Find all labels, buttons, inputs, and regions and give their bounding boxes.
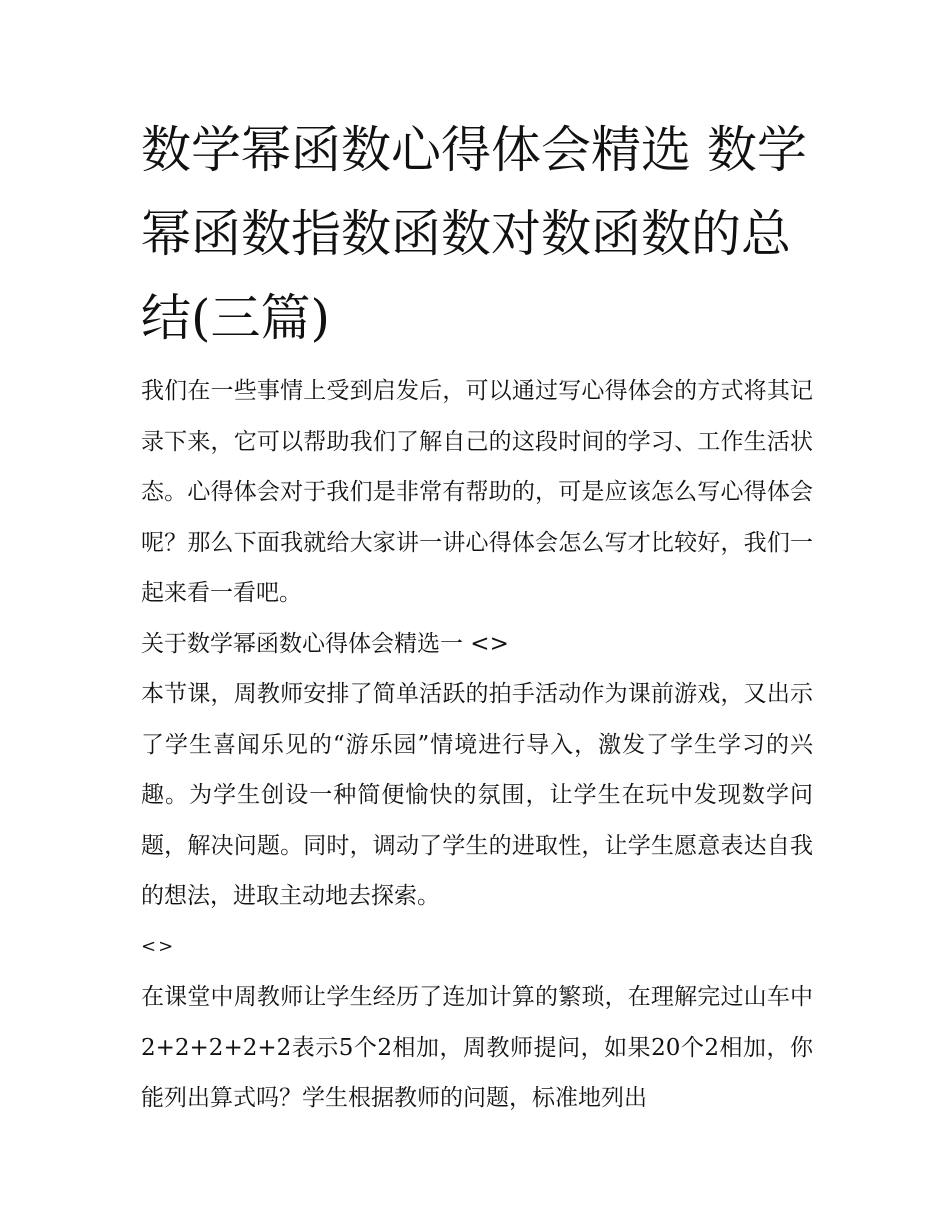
document-title: 数学幂函数心得体会精选 数学幂函数指数函数对数函数的总结(三篇): [141, 121, 807, 347]
body-paragraph-2: 在课堂中周教师让学生经历了连加计算的繁琐，在理解完过山车中2+2+2+2+2表示5个2相加，周教师提问，如果20个2相加，你能列出算式吗？学生根据教师的问题，标准地列出: [141, 984, 813, 1111]
document-page: [141, 108, 813, 1124]
intro-paragraph: 我们在一些事情上受到启发后，可以通过写心得体会的方式将其记录下来，它可以帮助我们了解自己的这段时间的学习、工作生活状态。心得体会对于我们是非常有帮助的，可是应该怎么写心得体会呢？那么下面我就给大家讲一讲心得体会怎么写才比较好，我们一起来看一看吧。: [141, 378, 813, 606]
placeholder-marker: <>: [141, 935, 176, 957]
section-heading: 关于数学幂函数心得体会精选一 <>: [141, 630, 509, 657]
body-paragraph-1: 本节课，周教师安排了简单活跃的拍手活动作为课前游戏，又出示了学生喜闻乐见的“游乐园”情境进行导入，激发了学生学习的兴趣。为学生创设一种简便愉快的氛围，让学生在玩中发现数学问题，解决问题。同时，调动了学生的进取性，让学生愿意表达自我的想法，进取主动地去探索。: [141, 681, 813, 909]
